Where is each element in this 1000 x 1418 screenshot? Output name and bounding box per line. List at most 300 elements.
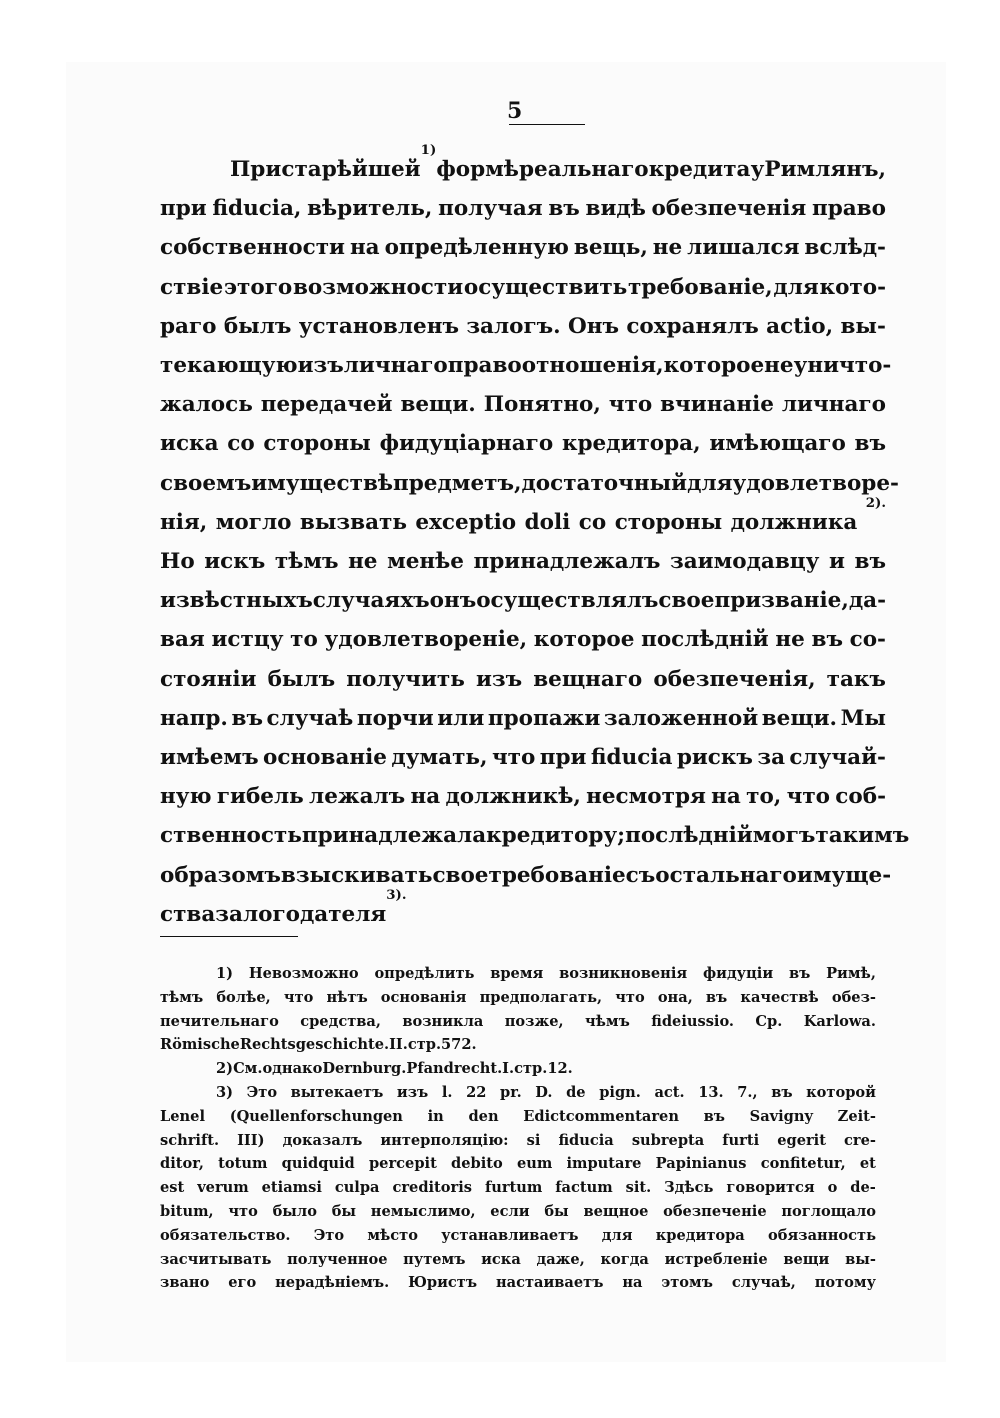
word: 7.,	[737, 1083, 758, 1101]
word: D.	[535, 1083, 553, 1101]
word: случаѣ,	[731, 1274, 796, 1292]
word: pr.	[500, 1083, 522, 1101]
word: этого	[223, 274, 293, 300]
word: Здѣсь	[664, 1179, 714, 1197]
word: въ	[854, 549, 886, 575]
word: менѣе	[387, 549, 464, 575]
word: Римѣ,	[826, 965, 876, 982]
word: со	[227, 431, 255, 457]
word: имѣющаго	[709, 431, 846, 457]
word: на	[349, 235, 380, 261]
word: жалось	[160, 392, 253, 418]
word: звано	[160, 1274, 210, 1292]
word: pign.	[599, 1083, 641, 1101]
text-line	[160, 424, 886, 463]
word: cre-	[844, 1131, 876, 1149]
text-line	[160, 228, 886, 267]
word: пропажи	[487, 705, 601, 731]
word: такъ	[826, 666, 886, 692]
word: собственности	[160, 235, 345, 261]
word: фидуціарнаго	[379, 431, 554, 457]
word: возможности	[292, 274, 464, 300]
footnote-line	[160, 1010, 876, 1034]
word: l.	[441, 1083, 453, 1101]
word: засчитывать	[160, 1250, 272, 1268]
word: въ	[231, 705, 263, 731]
text-line	[160, 581, 886, 620]
word: заложенной	[603, 705, 759, 731]
word: кредитора	[655, 1226, 745, 1244]
footnotes	[160, 962, 876, 1295]
word: fiducia	[590, 745, 673, 771]
word: bitum,	[160, 1202, 214, 1220]
word: 1)	[216, 965, 234, 982]
word: возникновенія	[559, 965, 688, 982]
word: онъ	[429, 588, 477, 614]
word: передачей	[260, 392, 393, 418]
word: См.	[233, 1060, 263, 1078]
word: въ	[703, 1107, 725, 1125]
word: принадлежалъ	[473, 549, 661, 575]
footnote-marker: 2).	[865, 494, 886, 511]
word: обезпеченіе	[663, 1202, 767, 1220]
word: то	[290, 627, 318, 653]
word: sit.	[625, 1179, 652, 1197]
word: обязанность	[768, 1226, 876, 1244]
word: требованіе,	[628, 274, 773, 300]
word: взыскивать	[280, 862, 433, 888]
word: старѣйшей	[281, 157, 421, 182]
word: удовлетвореніе,	[324, 627, 528, 653]
word: чѣмъ	[584, 1012, 630, 1030]
word: I.	[502, 1060, 515, 1078]
word: обезпеченія	[651, 196, 807, 222]
word: полученное	[287, 1250, 388, 1268]
word: вытекаетъ	[290, 1083, 384, 1101]
word: должникѣ,	[445, 784, 581, 810]
word: fiducia,	[212, 196, 302, 222]
word: вы-	[840, 313, 886, 339]
word: бы	[544, 1202, 569, 1220]
word: о	[827, 1179, 838, 1197]
word: средства,	[300, 1012, 381, 1030]
word: кредитора,	[561, 431, 701, 457]
word: вслѣд-	[804, 235, 886, 261]
word: образомъ	[160, 862, 281, 888]
word: опредѣленную	[384, 235, 569, 261]
footnote-line	[160, 986, 876, 1010]
word: рискъ	[676, 745, 753, 771]
word: получая	[438, 196, 543, 222]
word: factum	[555, 1179, 613, 1197]
word: что	[786, 784, 830, 810]
word: лишался	[687, 235, 800, 261]
word: или	[437, 705, 485, 731]
word: случай-	[789, 745, 886, 771]
word: которое	[533, 627, 635, 653]
text-line	[160, 189, 886, 228]
word: личнаго	[343, 353, 448, 379]
text-line	[160, 699, 886, 738]
word: получить	[346, 666, 465, 692]
word: кредита	[648, 157, 751, 182]
word: Онъ	[567, 313, 619, 339]
text-line	[160, 620, 886, 659]
word: тѣмъ	[274, 549, 339, 575]
word: est	[160, 1179, 185, 1197]
word: обязательство.	[160, 1226, 291, 1244]
word: при	[539, 745, 587, 771]
word: печительнаго	[160, 1012, 279, 1030]
word: для	[687, 470, 733, 496]
text-line	[160, 738, 886, 777]
word: Римлянъ,	[764, 157, 886, 182]
word: текающую	[160, 353, 298, 379]
text-line	[160, 494, 886, 542]
word: debito	[451, 1155, 503, 1173]
word: требованіе	[488, 862, 626, 888]
text-line	[160, 542, 886, 581]
word: которое	[663, 353, 765, 379]
footnote-line	[160, 1152, 876, 1176]
word: которой	[806, 1083, 876, 1101]
word: случаѣ	[266, 705, 354, 731]
word: потому	[814, 1274, 876, 1292]
word: иска	[160, 431, 219, 457]
word: думать,	[391, 745, 488, 771]
word: то,	[746, 784, 782, 810]
word: его	[228, 1274, 257, 1292]
word: Невозможно	[248, 965, 359, 982]
word: не	[652, 235, 683, 261]
word: что	[608, 392, 653, 418]
word: вы-	[845, 1250, 876, 1268]
word: fideiussio.	[651, 1012, 735, 1030]
word: въ	[705, 988, 728, 1006]
word: eum	[516, 1155, 553, 1173]
word: 13.	[698, 1083, 724, 1101]
word: вещное	[583, 1202, 649, 1220]
page-number-rule	[509, 124, 585, 125]
word: былъ	[267, 666, 336, 692]
word: въ	[811, 627, 843, 653]
word: когда	[600, 1250, 649, 1268]
word: со	[578, 509, 607, 535]
word: лежалъ	[309, 784, 406, 810]
word: бы	[331, 1202, 357, 1220]
word: III)	[237, 1131, 265, 1149]
word: могъ	[752, 823, 816, 849]
word: Savigny	[749, 1107, 813, 1125]
word: de-	[850, 1179, 876, 1197]
word: нія,	[160, 509, 208, 535]
word: несмотря	[586, 784, 706, 810]
word: de	[566, 1083, 586, 1101]
word: возникла	[402, 1012, 484, 1030]
word: съ	[625, 862, 656, 888]
word: немыслимо,	[370, 1202, 476, 1220]
word: 3)	[216, 1083, 234, 1101]
word: не	[764, 353, 794, 379]
word: имуществѣ	[251, 470, 394, 496]
word: заимодавцу	[669, 549, 820, 575]
word: истцу	[211, 627, 284, 653]
word: Юристъ	[408, 1274, 478, 1292]
word: 572.	[441, 1036, 477, 1054]
word: ditor,	[160, 1155, 204, 1173]
footnote-line	[160, 1105, 876, 1129]
word: egerit	[777, 1131, 826, 1149]
word: ственность	[160, 823, 302, 849]
word: totum	[218, 1155, 268, 1173]
word: обез-	[831, 988, 876, 1006]
word: act.	[654, 1083, 685, 1101]
word: Papinianus	[655, 1155, 747, 1173]
footnote-line	[160, 1033, 876, 1057]
word: exceptio	[415, 509, 517, 535]
word: принадлежала	[301, 823, 487, 849]
word: Мы	[840, 705, 886, 731]
footnote-separator	[160, 936, 298, 937]
word: Но	[160, 549, 195, 575]
word: вызвать	[299, 509, 407, 535]
footnote-line	[160, 1224, 876, 1248]
word: Karlowa.	[803, 1012, 876, 1030]
word: истребленіе	[664, 1250, 768, 1268]
footnote-line	[160, 1057, 876, 1081]
word: fiducia	[558, 1131, 614, 1149]
text-line	[160, 886, 886, 934]
word: фидуціи	[702, 965, 774, 982]
text-line	[160, 856, 892, 895]
text-line	[160, 346, 892, 385]
text-line	[160, 816, 910, 855]
word: реальнаго	[519, 157, 649, 182]
word: случаяхъ	[312, 588, 430, 614]
word: doli	[524, 509, 571, 535]
word: При	[230, 157, 282, 182]
word: schrift.	[160, 1131, 220, 1149]
word: ства	[160, 901, 216, 927]
word: imputare	[566, 1155, 642, 1173]
word: si	[526, 1131, 541, 1149]
word: извѣстныхъ	[160, 588, 313, 614]
word: Römische	[160, 1036, 240, 1054]
word: стр.	[514, 1060, 548, 1078]
word: установленъ	[298, 313, 459, 339]
word: предметъ,	[393, 470, 522, 496]
word: II.	[389, 1036, 408, 1054]
word: свое	[432, 862, 489, 888]
footnote-line	[160, 1176, 876, 1200]
word: тѣмъ	[160, 988, 204, 1006]
word: нерадѣніемъ.	[275, 1274, 390, 1292]
word: послѣдній	[641, 627, 769, 653]
word: иска	[481, 1250, 521, 1268]
word: даже,	[536, 1250, 585, 1268]
word: изъ	[475, 666, 523, 692]
word: былъ	[223, 313, 292, 339]
word: имуще-	[796, 862, 892, 888]
word: вещи.	[400, 392, 476, 418]
word: болѣе,	[216, 988, 271, 1006]
word: и	[829, 549, 845, 575]
word: осуществить	[463, 274, 628, 300]
word: subrepta	[631, 1131, 705, 1149]
word: предполагать,	[479, 988, 603, 1006]
word: Zeit-	[837, 1107, 876, 1125]
word: Это	[246, 1083, 278, 1101]
word: могло	[215, 509, 292, 535]
word: creditoris	[392, 1179, 472, 1197]
word: настаиваетъ	[495, 1274, 604, 1292]
word: да-	[848, 588, 887, 614]
word: напр.	[160, 705, 228, 731]
word: время	[490, 965, 544, 982]
word: Lenel	[160, 1107, 205, 1125]
word: ствіе	[160, 274, 224, 300]
word: искъ	[204, 549, 266, 575]
word: говорится	[726, 1179, 815, 1197]
word: culpa	[334, 1179, 380, 1197]
word: призваніе,	[714, 588, 849, 614]
word: опредѣлить	[374, 965, 475, 982]
word: вѣритель,	[307, 196, 433, 222]
word: etiamsi	[261, 1179, 322, 1197]
word: право	[811, 196, 886, 222]
word: за	[757, 745, 785, 771]
word: Rechtsgeschichte.	[239, 1036, 390, 1054]
footnote-line	[160, 1200, 876, 1224]
word: соб-	[835, 784, 886, 810]
page-number: 5	[507, 98, 523, 124]
word: было	[272, 1202, 317, 1220]
word: если	[490, 1202, 530, 1220]
word: видѣ	[585, 196, 646, 222]
word: въ	[788, 965, 811, 982]
word: Pfandrecht.	[406, 1060, 503, 1078]
word: въ	[548, 196, 580, 222]
word: для	[773, 274, 819, 300]
word: при	[160, 196, 207, 222]
word: на	[711, 784, 741, 810]
word: позже,	[504, 1012, 564, 1030]
word: (Quellenforschungen	[229, 1107, 403, 1125]
word: confitetur,	[760, 1155, 846, 1173]
word: послѣдній	[625, 823, 753, 849]
word: стороны	[263, 431, 371, 457]
word: основанія	[380, 988, 467, 1006]
word: своемъ	[160, 470, 252, 496]
word: in	[427, 1107, 444, 1125]
word: имѣемъ	[160, 745, 259, 771]
word: обезпеченія,	[653, 666, 816, 692]
word: кото-	[819, 274, 886, 300]
word: actio,	[766, 313, 834, 339]
text-line	[160, 307, 886, 346]
word: залогъ.	[466, 313, 561, 339]
word: что	[228, 1202, 258, 1220]
word: 22	[466, 1083, 487, 1101]
word: въ	[771, 1083, 793, 1101]
word: у	[750, 157, 765, 182]
word: этомъ	[661, 1274, 713, 1292]
word: залогодателя	[215, 901, 387, 927]
word: что	[615, 988, 645, 1006]
word: поглощало	[781, 1202, 876, 1220]
word: сохранялъ	[626, 313, 759, 339]
word: стороны	[614, 509, 723, 535]
word: 12.	[547, 1060, 573, 1078]
word: качествѣ	[740, 988, 819, 1006]
word: она,	[657, 988, 693, 1006]
word: Понятно,	[483, 392, 601, 418]
word: et	[859, 1155, 876, 1173]
word: ную	[160, 784, 212, 810]
footnote-line	[160, 1271, 876, 1295]
word: verum	[197, 1179, 249, 1197]
word: основаніе	[263, 745, 387, 771]
word: формѣ	[436, 157, 519, 182]
word: для	[601, 1226, 633, 1244]
word: осуществлялъ	[476, 588, 659, 614]
word: не	[775, 627, 805, 653]
word: правоотношенія,	[447, 353, 664, 379]
word: уничто-	[793, 353, 892, 379]
word: furtum	[484, 1179, 543, 1197]
footnote-line	[160, 1081, 876, 1105]
word: интерполяцію:	[380, 1131, 509, 1149]
word: furti	[722, 1131, 760, 1149]
word: мѣсто	[367, 1226, 418, 1244]
text-line	[160, 268, 886, 307]
text-line	[160, 142, 886, 189]
word: Dernburg.	[322, 1060, 407, 1078]
footnote-marker: 3).	[386, 886, 407, 903]
word: личнаго	[781, 392, 886, 418]
word: Это	[313, 1226, 345, 1244]
text-line	[160, 660, 886, 699]
word: устанавливаетъ	[441, 1226, 579, 1244]
word: изъ	[396, 1083, 429, 1101]
word: 2)	[216, 1060, 234, 1078]
word: на	[622, 1274, 643, 1292]
word: не	[348, 549, 378, 575]
footnote-line	[160, 1248, 876, 1272]
main-paragraph	[160, 142, 910, 934]
word: раго	[160, 313, 217, 339]
word: вещи.	[761, 705, 838, 731]
word: кредитору;	[486, 823, 626, 849]
word: стр.	[407, 1036, 442, 1054]
word: достаточный	[521, 470, 688, 496]
word: однако	[262, 1060, 323, 1078]
word: доказалъ	[282, 1131, 363, 1149]
word: что	[283, 988, 314, 1006]
word: изъ	[297, 353, 344, 379]
word: вещи	[783, 1250, 830, 1268]
word: со-	[849, 627, 886, 653]
word: percepit	[368, 1155, 437, 1173]
word: порчи	[356, 705, 434, 731]
word: гибель	[216, 784, 304, 810]
footnote-marker: 1)	[420, 142, 437, 158]
text-line	[160, 464, 899, 503]
word: вещь,	[573, 235, 648, 261]
word: Ср.	[755, 1012, 783, 1030]
word: такимъ	[815, 823, 910, 849]
text-line	[160, 385, 886, 424]
